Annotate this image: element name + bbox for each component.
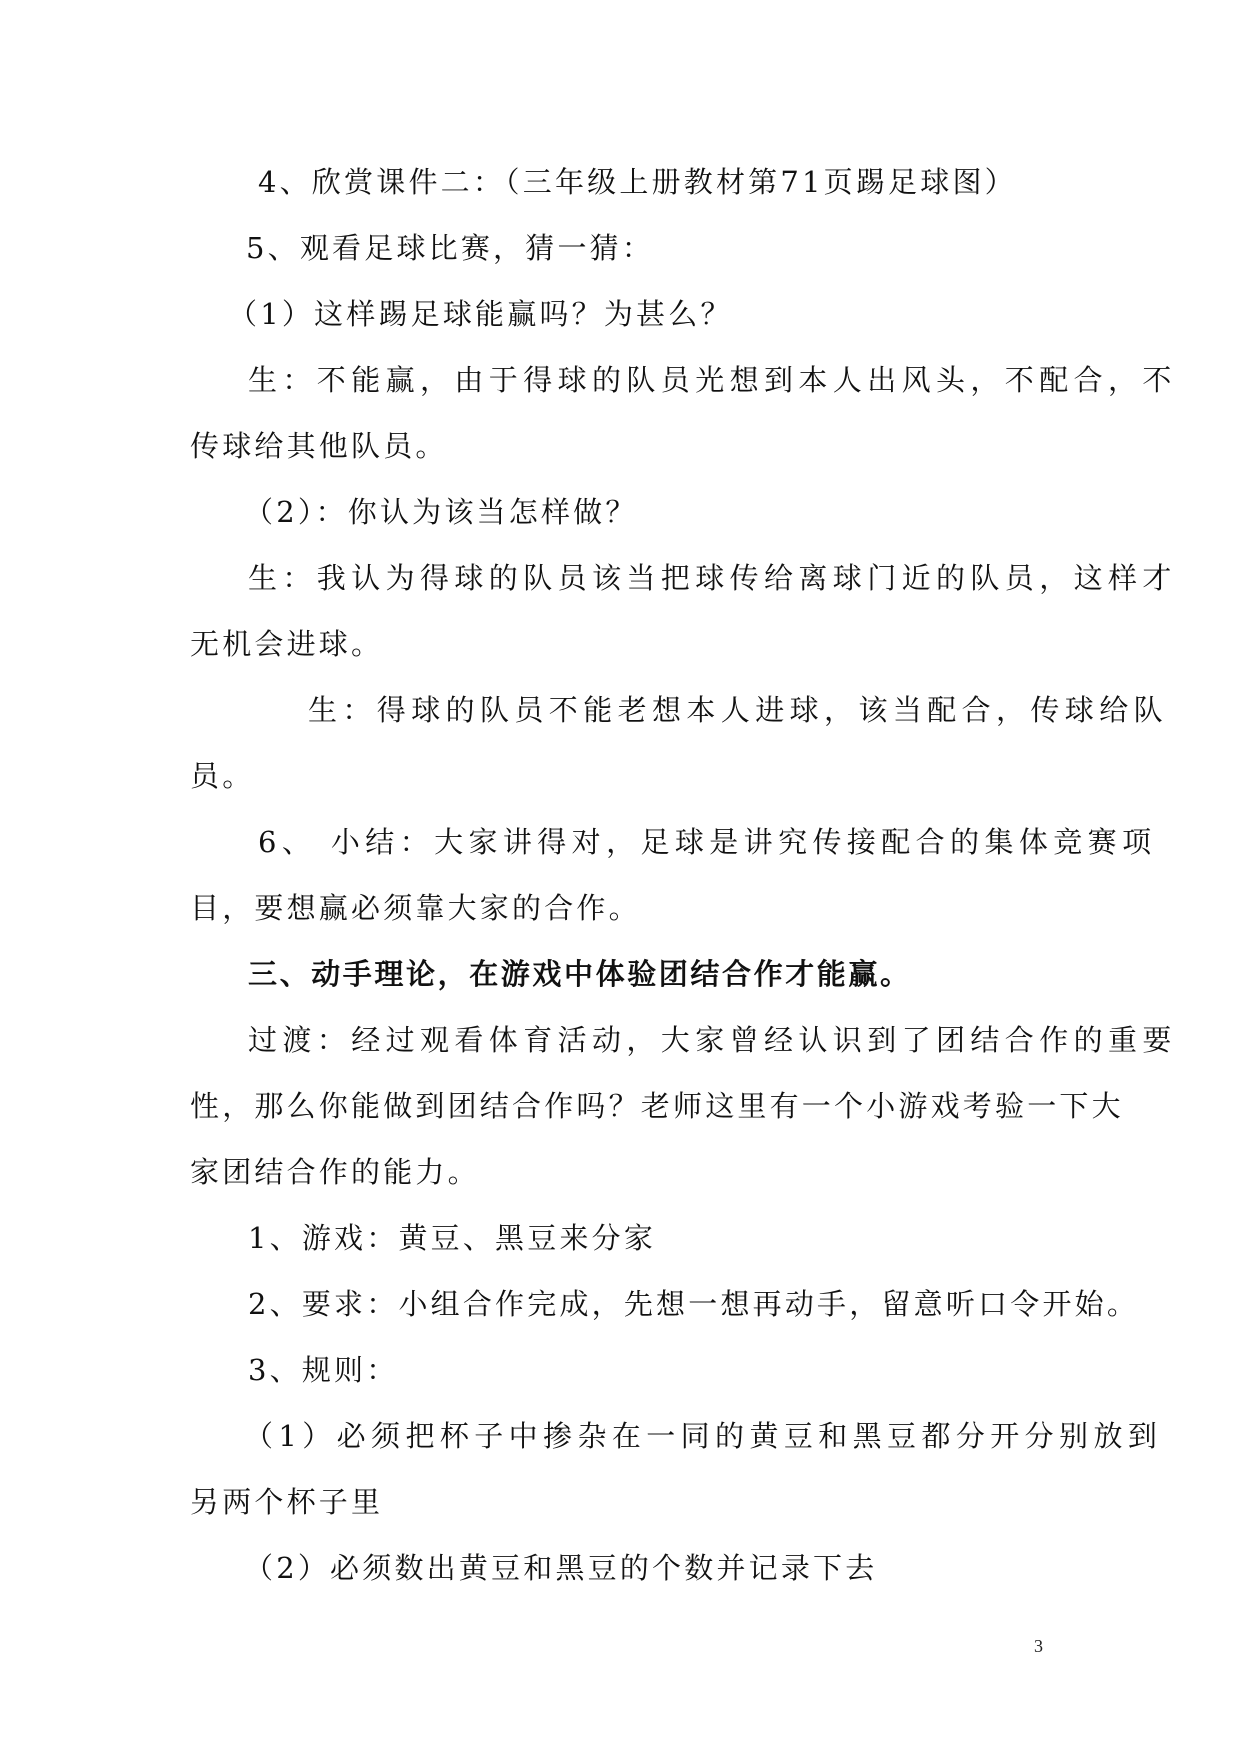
paragraph-line: （1）这样踢足球能赢吗？为甚么？ [228, 297, 733, 331]
paragraph-line: 另两个杯子里 [190, 1485, 384, 1519]
paragraph-line: 6、 小结：大家讲得对，足球是讲究传接配合的集体竞赛项 [258, 825, 1157, 859]
paragraph-line: （2）：你认为该当怎样做？ [244, 495, 638, 529]
paragraph-line: 员。 [190, 759, 255, 793]
paragraph-line: 性，那么你能做到团结合作吗？老师这里有一个小游戏考验一下大 [190, 1089, 1124, 1123]
paragraph-line: 4、欣赏课件二：（三年级上册教材第71页踢足球图） [258, 165, 1017, 199]
section-heading: 三、动手理论，在游戏中体验团结合作才能赢。 [248, 957, 912, 991]
page-number: 3 [1034, 1636, 1043, 1656]
paragraph-line: 生：我认为得球的队员该当把球传给离球门近的队员，这样才 [248, 561, 1177, 595]
paragraph-line: 1、游戏：黄豆、黑豆来分家 [248, 1221, 657, 1255]
paragraph-line: 生：得球的队员不能老想本人进球，该当配合，传球给队 [308, 693, 1169, 727]
paragraph-line: 生：不能赢，由于得球的队员光想到本人出风头，不配合，不 [248, 363, 1177, 397]
paragraph-line: 2、要求：小组合作完成，先想一想再动手，留意听口令开始。 [248, 1287, 1140, 1321]
paragraph-line: 家团结合作的能力。 [190, 1155, 480, 1189]
paragraph-line: 5、观看足球比赛，猜一猜： [246, 231, 655, 265]
paragraph-line: 传球给其他队员。 [190, 429, 448, 463]
paragraph-line: （2）必须数出黄豆和黑豆的个数并记录下去 [244, 1551, 878, 1585]
paragraph-line: （1）必须把杯子中掺杂在一同的黄豆和黑豆都分开分别放到 [244, 1419, 1163, 1453]
paragraph-line: 3、规则： [248, 1353, 399, 1387]
paragraph-line: 过渡：经过观看体育活动，大家曾经认识到了团结合作的重要 [248, 1023, 1177, 1057]
paragraph-line: 目，要想赢必须靠大家的合作。 [190, 891, 641, 925]
paragraph-line: 无机会进球。 [190, 627, 384, 661]
